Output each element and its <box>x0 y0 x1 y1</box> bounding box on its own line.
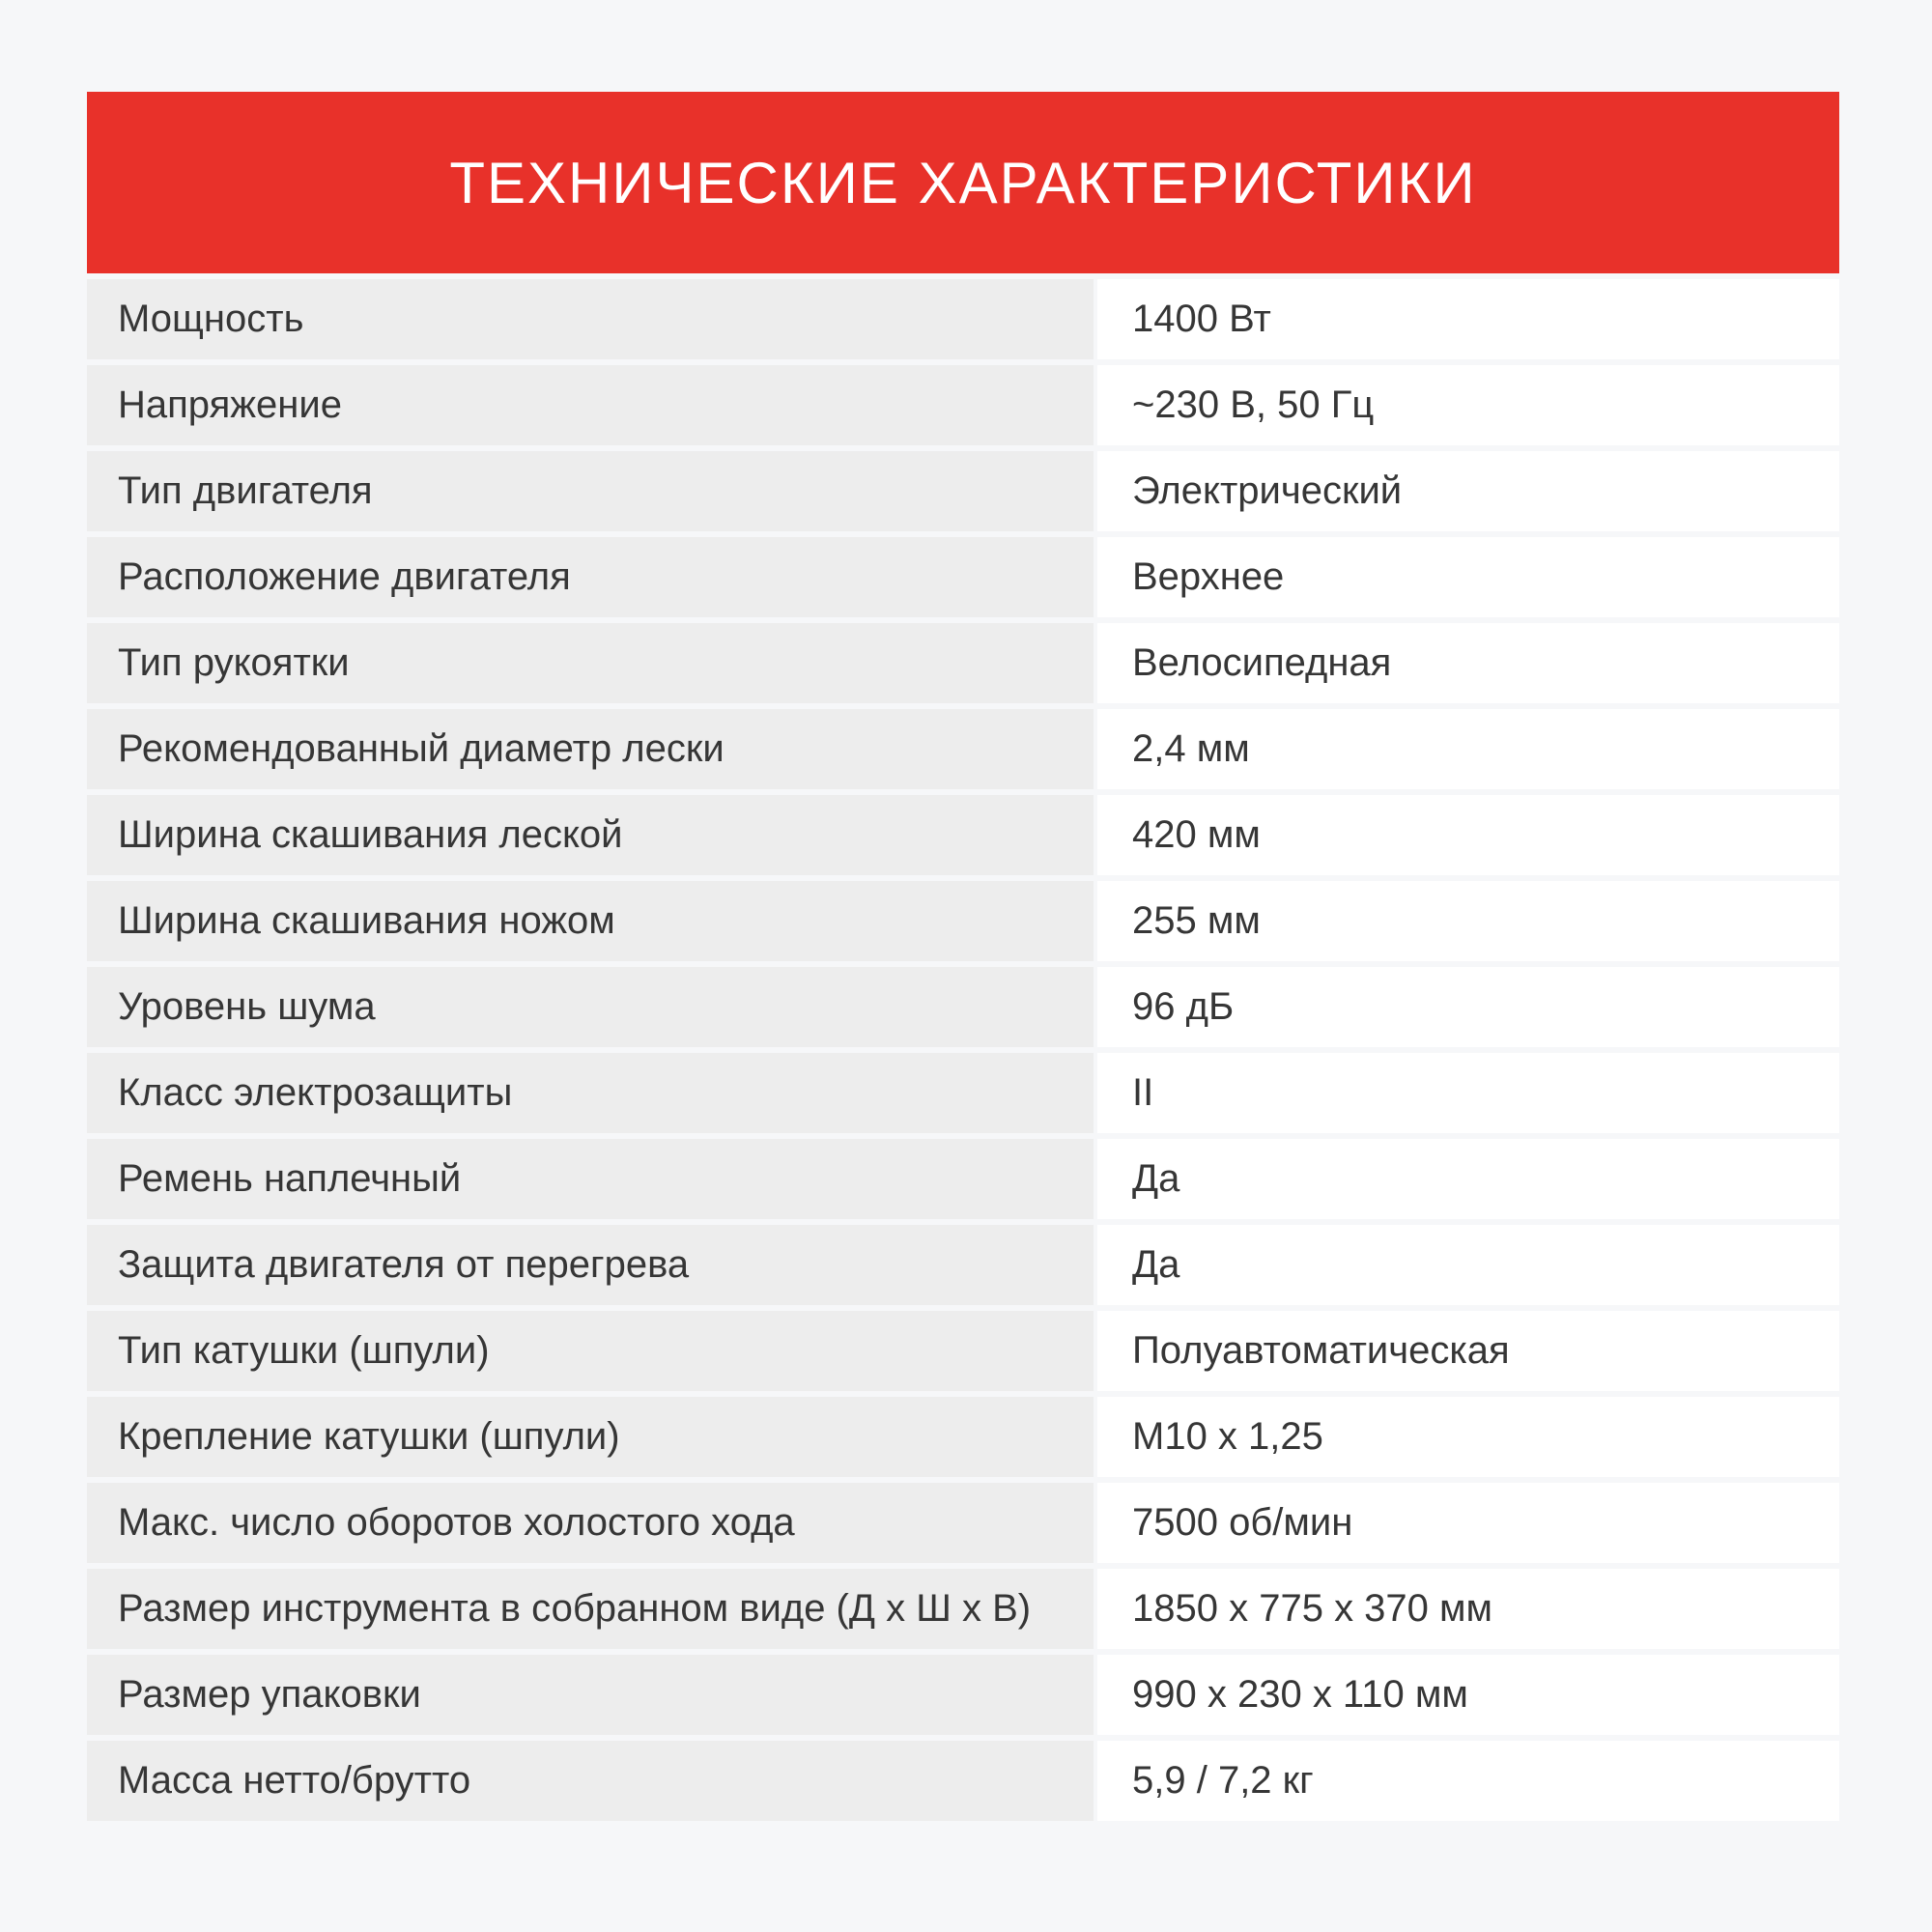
spec-row-value: 420 мм <box>1097 795 1839 875</box>
spec-row-label: Макс. число оборотов холостого хода <box>87 1483 1094 1563</box>
spec-row-value: Полуавтоматическая <box>1097 1311 1839 1391</box>
spec-row-value: Велосипедная <box>1097 623 1839 703</box>
spec-table-header <box>87 92 1839 273</box>
spec-row-value: 7500 об/мин <box>1097 1483 1839 1563</box>
spec-row-label: Масса нетто/брутто <box>87 1741 1094 1821</box>
spec-row-label: Ремень наплечный <box>87 1139 1094 1219</box>
spec-table-title: ТЕХНИЧЕСКИЕ ХАРАКТЕРИСТИКИ <box>449 150 1477 215</box>
spec-row-value: Верхнее <box>1097 537 1839 617</box>
spec-row-value: 1400 Вт <box>1097 279 1839 359</box>
spec-row-value: 5,9 / 7,2 кг <box>1097 1741 1839 1821</box>
spec-table <box>87 92 1839 1821</box>
spec-row-value: 96 дБ <box>1097 967 1839 1047</box>
spec-row-value: М10 х 1,25 <box>1097 1397 1839 1477</box>
spec-row-value: 2,4 мм <box>1097 709 1839 789</box>
spec-rows <box>87 279 1839 1821</box>
spec-row-value: II <box>1097 1053 1839 1133</box>
spec-row-label: Мощность <box>87 279 1094 359</box>
spec-row-value: 255 мм <box>1097 881 1839 961</box>
spec-row-label: Расположение двигателя <box>87 537 1094 617</box>
spec-row-label: Размер упаковки <box>87 1655 1094 1735</box>
spec-row-label: Ширина скашивания ножом <box>87 881 1094 961</box>
spec-row-label: Рекомендованный диаметр лески <box>87 709 1094 789</box>
spec-row-value: 1850 х 775 х 370 мм <box>1097 1569 1839 1649</box>
spec-row-label: Размер инструмента в собранном виде (Д х Ш х В) <box>87 1569 1094 1649</box>
spec-row-value: ~230 В, 50 Гц <box>1097 365 1839 445</box>
spec-row-label: Ширина скашивания леской <box>87 795 1094 875</box>
spec-row-value: Да <box>1097 1225 1839 1305</box>
spec-row-value: 990 х 230 х 110 мм <box>1097 1655 1839 1735</box>
spec-row-label: Тип двигателя <box>87 451 1094 531</box>
spec-row-label: Крепление катушки (шпули) <box>87 1397 1094 1477</box>
spec-row-label: Тип катушки (шпули) <box>87 1311 1094 1391</box>
spec-row-label: Тип рукоятки <box>87 623 1094 703</box>
spec-row-label: Напряжение <box>87 365 1094 445</box>
spec-row-value: Электрический <box>1097 451 1839 531</box>
spec-row-label: Уровень шума <box>87 967 1094 1047</box>
spec-row-label: Класс электрозащиты <box>87 1053 1094 1133</box>
spec-row-label: Защита двигателя от перегрева <box>87 1225 1094 1305</box>
spec-row-value: Да <box>1097 1139 1839 1219</box>
